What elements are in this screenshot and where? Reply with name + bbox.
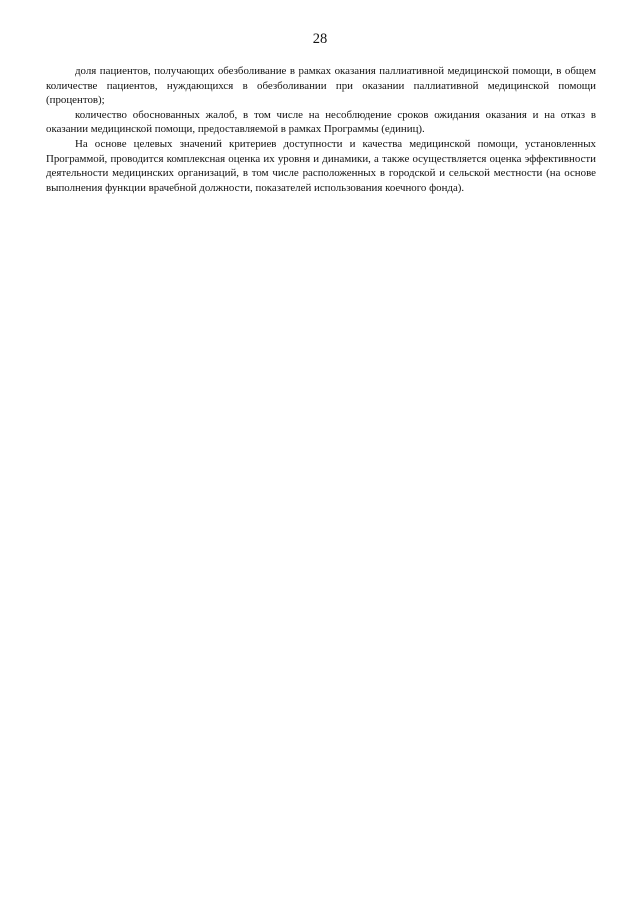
page-number: 28 — [312, 31, 328, 47]
paragraph-complaints-count: количество обоснованных жалоб, в том числе на несоблюдение сроков ожидания оказания и на отказ в оказании медицинской помощи, предоставляемой в рамках Программы (единиц). — [46, 108, 596, 136]
paragraph-palliative-pain-relief: доля пациентов, получающих обезболивание в рамках оказания паллиативной медицинской помощи, в общем количестве пациентов, нуждающихся в обезболивании при оказании паллиативной медицинской помощи (процентов); — [46, 65, 596, 107]
paragraph-comprehensive-assessment: На основе целевых значений критериев доступности и качества медицинской помощи, установленных Программой, проводится комплексная оценка их уровня и динамики, а также осуществляется оценка эффективности деятельности медицинских организаций, в том числе расположенных в городской и сельской местности (на основе выполнения функции врачебной должности, показателей использования коечного фонда). — [46, 137, 596, 194]
document-body — [46, 64, 596, 195]
